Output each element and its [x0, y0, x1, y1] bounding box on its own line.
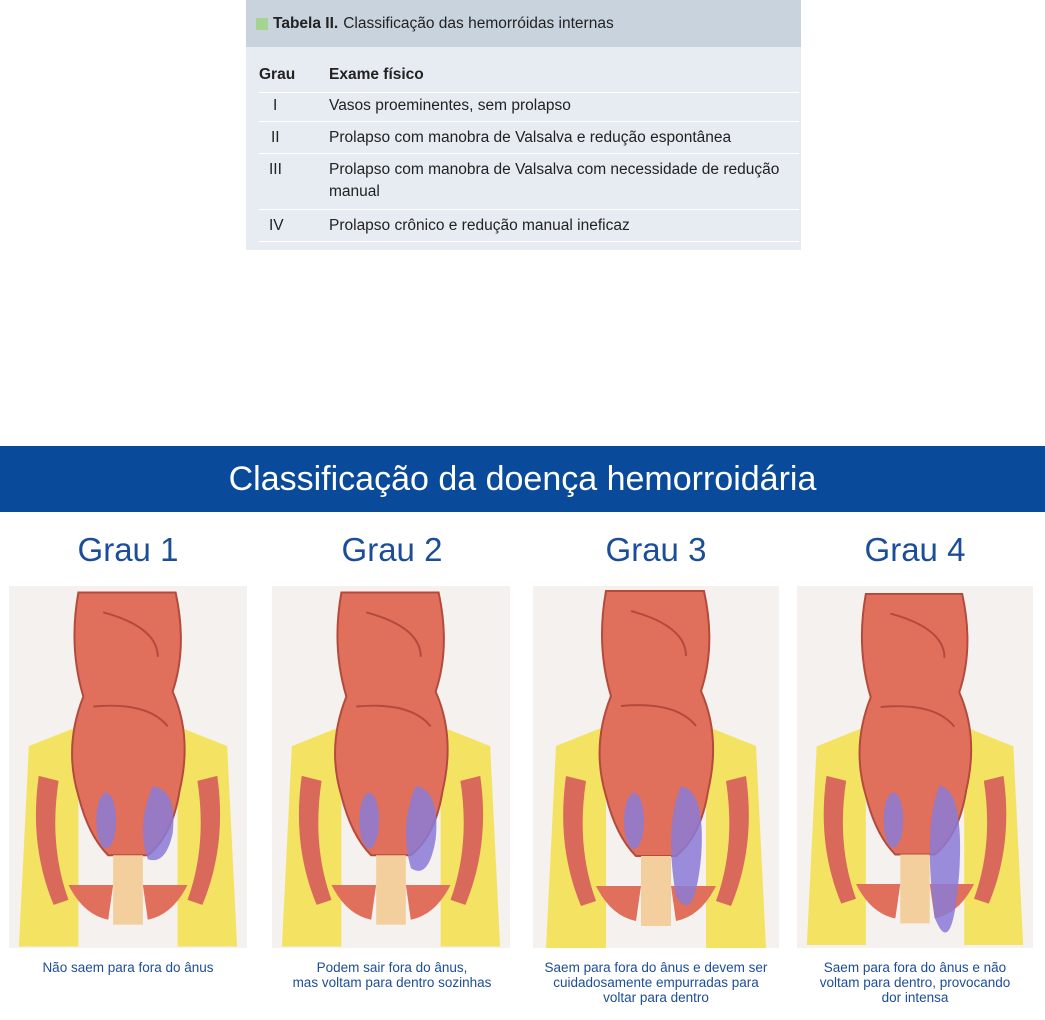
hemorrhoid-left-shape — [96, 793, 116, 849]
hemorrhoid-right-shape — [930, 786, 960, 933]
table-title-label: Tabela II. — [273, 14, 339, 32]
grade-column-2 — [272, 520, 512, 990]
hemorrhoid-left-shape — [624, 793, 644, 849]
grade-column-1 — [8, 520, 248, 975]
anal-canal-shape — [641, 856, 671, 926]
row-exam: Prolapso crônico e redução manual ineficaz — [329, 217, 630, 234]
anal-canal-shape — [113, 855, 143, 924]
row-exam: Prolapso com manobra de Valsalva e redução espontânea — [329, 129, 732, 146]
row-separator — [259, 121, 799, 122]
row-separator — [259, 209, 799, 210]
anatomy-illustration — [797, 586, 1033, 948]
grade-caption: Saem para fora do ânus e não voltam para dentro, provocando dor intensa — [819, 960, 1011, 1005]
grade-title: Grau 3 — [605, 531, 707, 568]
row-grade: II — [271, 129, 280, 146]
title-marker — [256, 18, 268, 30]
grade-caption: Não saem para fora do ânus — [42, 960, 214, 975]
classification-table — [246, 0, 801, 250]
row-grade: IV — [269, 217, 284, 234]
anatomy-svg — [272, 586, 510, 948]
row-exam: Prolapso com manobra de Valsalva com necessidade de redução manual — [329, 161, 780, 200]
row-exam: Vasos proeminentes, sem prolapso — [329, 97, 571, 114]
grade-column-4 — [797, 520, 1033, 1005]
table-title-text: Classificação das hemorróidas internas — [343, 14, 614, 32]
table-title — [246, 0, 801, 47]
row-grade: I — [273, 97, 278, 114]
header-grade: Grau — [259, 66, 296, 83]
anal-canal-shape — [900, 855, 930, 924]
anatomy-illustration — [272, 586, 510, 948]
row-grade: III — [269, 161, 282, 178]
anal-canal-shape — [376, 855, 406, 924]
grade-caption: Podem sair fora do ânus, mas voltam para dentro sozinhas — [292, 960, 492, 990]
anatomy-illustration — [9, 586, 247, 948]
anatomy-svg — [9, 586, 247, 948]
grade-title: Grau 2 — [341, 531, 443, 568]
grade-title: Grau 4 — [864, 531, 966, 568]
row-separator — [259, 92, 799, 93]
row-separator — [259, 241, 799, 242]
header-exam: Exame físico — [329, 66, 424, 83]
grade-caption: Saem para fora do ânus e devem ser cuidadosamente empurradas para voltar para dentro — [544, 960, 768, 1005]
classification-banner: Classificação da doença hemorroidária — [0, 446, 1045, 512]
grade-title: Grau 1 — [77, 531, 179, 568]
hemorrhoid-left-shape — [884, 793, 904, 848]
anatomy-svg — [797, 586, 1033, 948]
grade-column-3 — [533, 520, 779, 1005]
anatomy-illustration — [533, 586, 779, 948]
row-separator — [259, 153, 799, 154]
anatomy-svg — [533, 586, 779, 948]
hemorrhoid-left-shape — [359, 793, 379, 849]
